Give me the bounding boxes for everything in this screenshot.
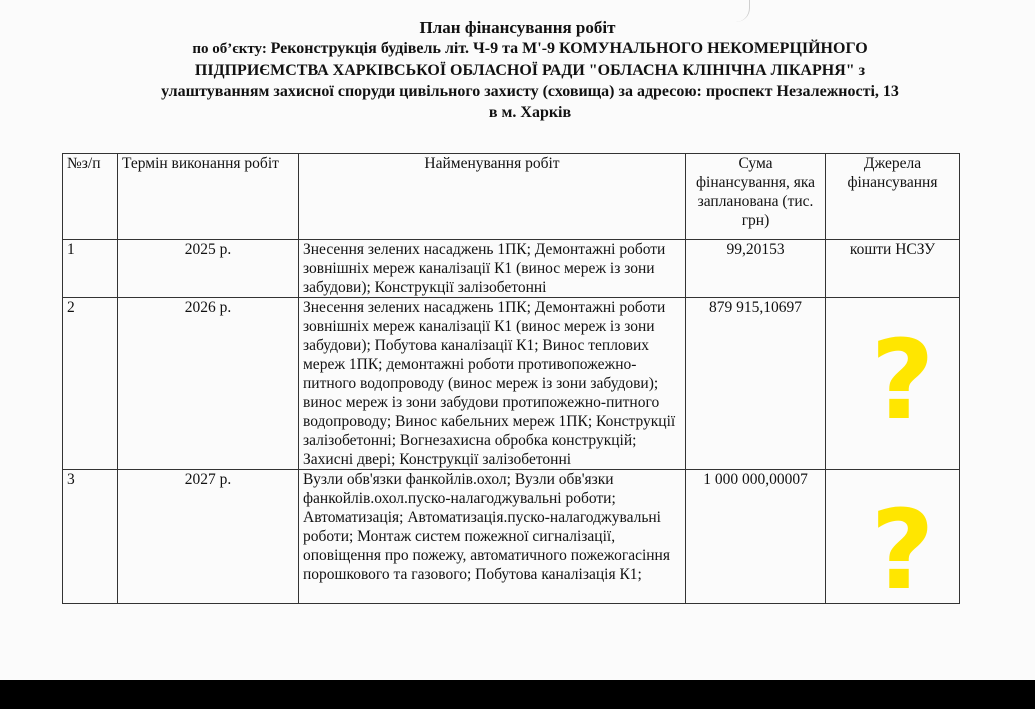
row-name: Знесення зелених насаджень 1ПК; Демонтажні роботи зовнішніх мереж каналізації К1 (винос мереж із зони забудови); Конструкції залізобетонні [299, 240, 686, 298]
subtitle-line-4: в м. Харків [488, 104, 572, 121]
table-row [63, 298, 960, 470]
subtitle-line-2: ПІДПРИЄМСТВА ХАРКІВСЬКОЇ ОБЛАСНОЇ РАДИ "ОБЛАСНА КЛІНІЧНА ЛІКАРНЯ" з [194, 62, 866, 79]
question-mark-annotation: ? [870, 316, 935, 444]
row-num: 1 [63, 240, 118, 298]
row-source [826, 470, 960, 614]
financing-table [62, 153, 960, 614]
table-header-row [63, 154, 960, 240]
row-sum: 879 915,10697 [686, 298, 826, 470]
table-row [63, 470, 960, 604]
subtitle-line-1-text: Реконструкція будівель літ. Ч-9 та М'-9 КОМУНАЛЬНОГО НЕКОМЕРЦІЙНОГО [270, 40, 868, 57]
row-sum: 99,20153 [686, 240, 826, 298]
subtitle-lead: по об’єкту: [192, 41, 271, 57]
row-num: 3 [63, 470, 118, 604]
subtitle-line-1 [60, 38, 1000, 60]
header-source: Джерела фінансування [826, 154, 960, 240]
header-name: Найменування робіт [299, 154, 686, 240]
row-num: 2 [63, 298, 118, 470]
table-row [63, 240, 960, 298]
question-mark-annotation: ? [870, 486, 935, 614]
subtitle-line-3: улаштуванням захисної споруди цивільного захисту (сховища) за адресою: проспект Незалежності, 13 [161, 83, 899, 100]
row-sum: 1 000 000,00007 [686, 470, 826, 604]
row-name: Знесення зелених насаджень 1ПК; Демонтажні роботи зовнішніх мереж каналізації К1 (винос мереж із зони забудови); Побутова каналізації К1; Винос теплових мереж 1ПК; демонтажні роботи противопожежно-питного водопроводу (винос мереж із зони забудови); винос мереж із зони забудови протипожежно-питного водопроводу; Винос кабельних мереж 1ПК; Конструкції залізобетонні; Вогнезахисна обробка конструкцій; Захисні двері; Конструкції залізобетонні [299, 298, 686, 470]
header-sum: Сума фінансування, яка запланована (тис. грн) [686, 154, 826, 240]
document-subtitle [60, 38, 1000, 123]
row-term: 2027 р. [118, 470, 299, 604]
row-term: 2026 р. [118, 298, 299, 470]
header-num: №з/п [63, 154, 118, 240]
black-bottom-strip [0, 680, 1035, 709]
header-term: Термін виконання робіт [118, 154, 299, 240]
row-name: Вузли обв'язки фанкойлів.охол; Вузли обв'язки фанкойлів.охол.пуско-налагоджувальні роботи; Автоматизація; Автоматизація.пуско-налагоджувальні роботи; Монтаж систем пожежної сигналізації, оповіщення про пожежу, автоматичного пожежогасіння порошкового та газового; Побутова каналізація К1; [299, 470, 686, 604]
document-title: План фінансування робіт [419, 18, 616, 37]
row-term: 2025 р. [118, 240, 299, 298]
row-source: кошти НСЗУ [826, 240, 960, 298]
row-source [826, 298, 960, 470]
